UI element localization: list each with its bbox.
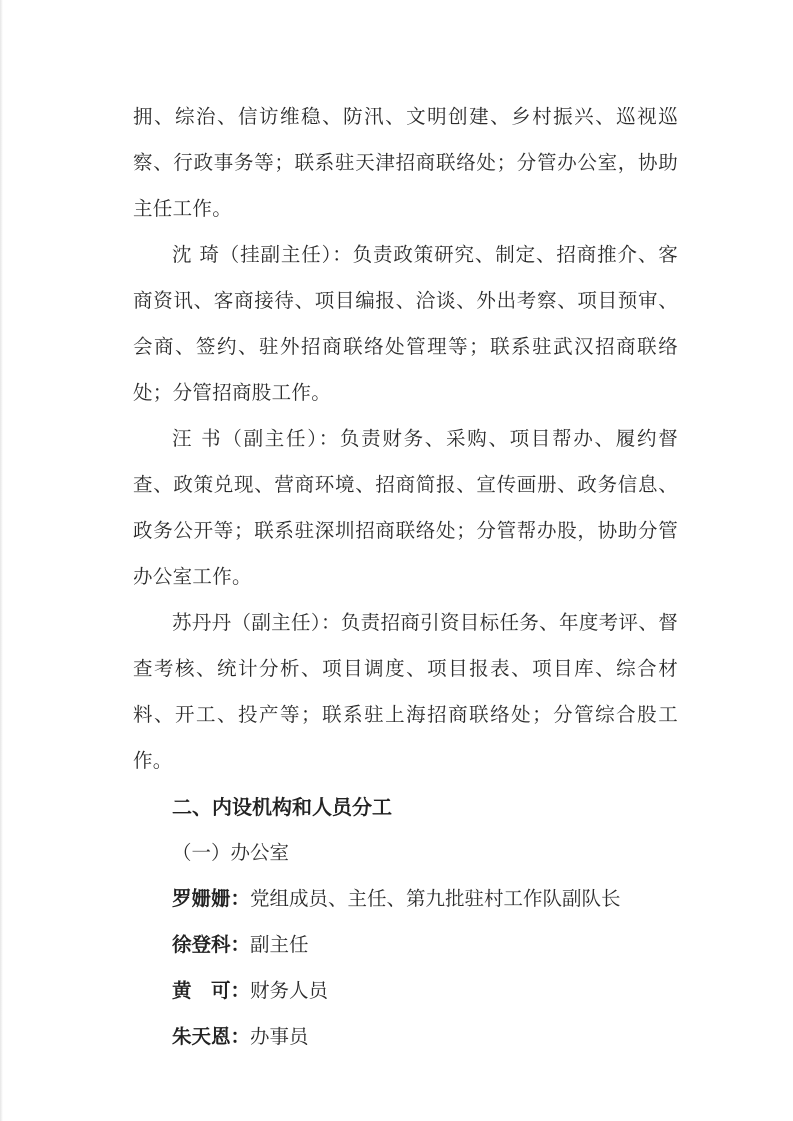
staff-row [133, 922, 678, 968]
staff-name: 罗姗姗： [172, 887, 251, 910]
paragraph-su-dandan: 苏丹丹（副主任）：负责招商引资目标任务、年度考评、督查考核、统计分析、项目调度、项目报表、项目库、综合材料、开工、投产等；联系驻上海招商联络处；分管综合股工作。 [133, 611, 678, 772]
paragraph-shen-qi: 沈 琦（挂副主任）：负责政策研究、制定、招商推介、客商资讯、客商接待、项目编报、洽谈、外出考察、项目预审、会商、签约、驻外招商联络处管理等；联系驻武汉招商联络处；分管招商股工作。 [133, 243, 678, 404]
staff-role: 办事员 [250, 1025, 309, 1048]
paragraph-continuation: 拥、综治、信访维稳、防汛、文明创建、乡村振兴、巡视巡察、行政事务等；联系驻天津招商联络处；分管办公室，协助主任工作。 [133, 105, 678, 220]
staff-row [133, 1014, 678, 1060]
staff-role: 党组成员、主任、第九批驻村工作队副队长 [250, 887, 621, 910]
staff-name: 徐登科： [172, 933, 251, 956]
section-heading: 二、内设机构和人员分工 [172, 795, 392, 819]
staff-role: 副主任 [250, 933, 309, 956]
staff-row [133, 968, 678, 1014]
scan-edge-shadow [0, 0, 3, 1121]
staff-name: 黄 可： [172, 979, 251, 1002]
staff-name: 朱天恩： [172, 1025, 251, 1048]
staff-role: 财务人员 [250, 979, 329, 1002]
paragraph-wang-shu: 汪 书（副主任）：负责财务、采购、项目帮办、履约督查、政策兑现、营商环境、招商简报、宣传画册、政务信息、政务公开等；联系驻深圳招商联络处；分管帮办股，协助分管办公室工作。 [133, 427, 678, 588]
subsection-heading: （一）办公室 [172, 841, 290, 864]
staff-row [133, 876, 678, 922]
document-body [133, 94, 678, 1060]
